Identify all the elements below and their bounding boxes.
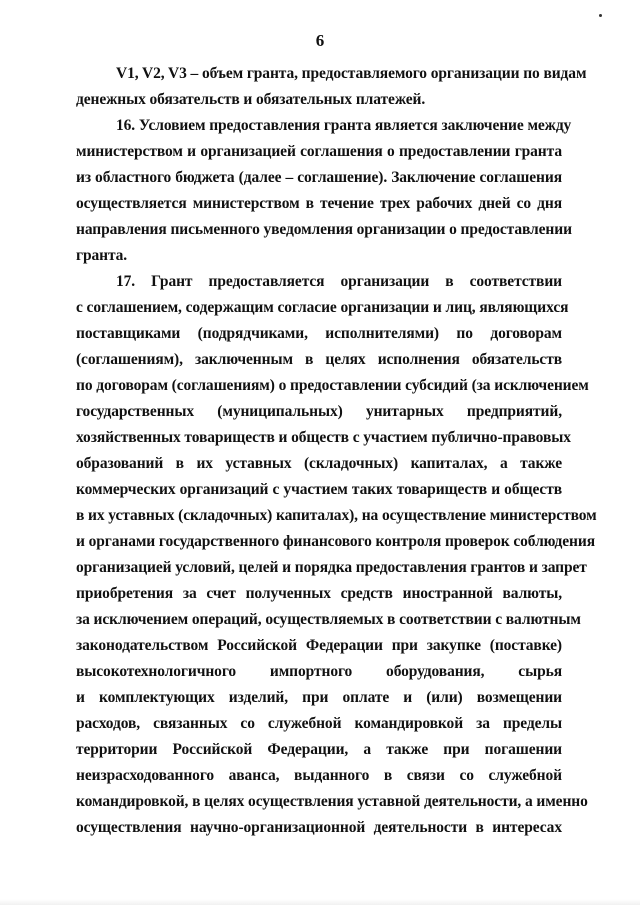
text-line: и органами государственного финансового контроля проверок соблюдения <box>76 533 595 550</box>
text-line: приобретения за счет полученных средств иностранной валюты, <box>76 585 562 602</box>
text-line: осуществляется министерством в течение трех рабочих дней со дня <box>76 195 562 212</box>
text-line: V1, V2, V3 – объем гранта, предоставляемого организации по видам <box>116 65 587 82</box>
scan-mark <box>599 14 602 17</box>
text-line: с соглашением, содержащим согласие организации и лиц, являющихся <box>76 299 569 316</box>
text-line: поставщиками (подрядчиками, исполнителями) по договорам <box>76 325 562 342</box>
text-line: денежных обязательств и обязательных платежей. <box>76 91 426 108</box>
text-line: 16. Условием предоставления гранта является заключение между <box>116 117 572 134</box>
text-line: коммерческих организаций с участием таких товариществ и обществ <box>76 481 562 498</box>
text-line: законодательством Российской Федерации при закупке (поставке) <box>76 637 562 654</box>
text-line: расходов, связанных со служебной командировкой за пределы <box>76 715 562 732</box>
text-line: и комплектующих изделий, при оплате и (или) возмещении <box>76 689 562 706</box>
text-line: 17. Грант предоставляется организации в соответствии <box>116 273 562 290</box>
text-line: (соглашениям), заключенным в целях исполнения обязательств <box>76 351 562 368</box>
text-line: гранта. <box>76 247 128 264</box>
text-line: в их уставных (складочных) капиталах), на осуществление министерством <box>76 507 597 524</box>
text-line: организацией условий, целей и порядка предоставления грантов и запрет <box>76 559 587 576</box>
text-line: образований в их уставных (складочных) капиталах, а также <box>76 455 562 472</box>
text-line: государственных (муниципальных) унитарных предприятий, <box>76 403 562 420</box>
text-line: за исключением операций, осуществляемых в соответствии с валютным <box>76 611 581 628</box>
text-line: неизрасходованного аванса, выданного в связи со служебной <box>76 767 562 784</box>
text-line: высокотехнологичного импортного оборудования, сырья <box>76 663 562 680</box>
text-line: из областного бюджета (далее – соглашение). Заключение соглашения <box>76 169 562 186</box>
text-line: осуществления научно-организационной деятельности в интересах <box>76 819 562 836</box>
text-line: направления письменного уведомления организации о предоставлении <box>76 221 572 238</box>
scan-bottom-edge <box>0 899 640 905</box>
text-line: министерством и организацией соглашения о предоставлении гранта <box>76 143 562 160</box>
text-line: командировкой, в целях осуществления уставной деятельности, а именно <box>76 793 588 810</box>
text-line: по договорам (соглашениям) о предоставлении субсидий (за исключением <box>76 377 589 394</box>
page-number: 6 <box>315 31 325 50</box>
text-line: территории Российской Федерации, а также при погашении <box>76 741 562 758</box>
text-line: хозяйственных товариществ и обществ с участием публично-правовых <box>76 429 571 446</box>
